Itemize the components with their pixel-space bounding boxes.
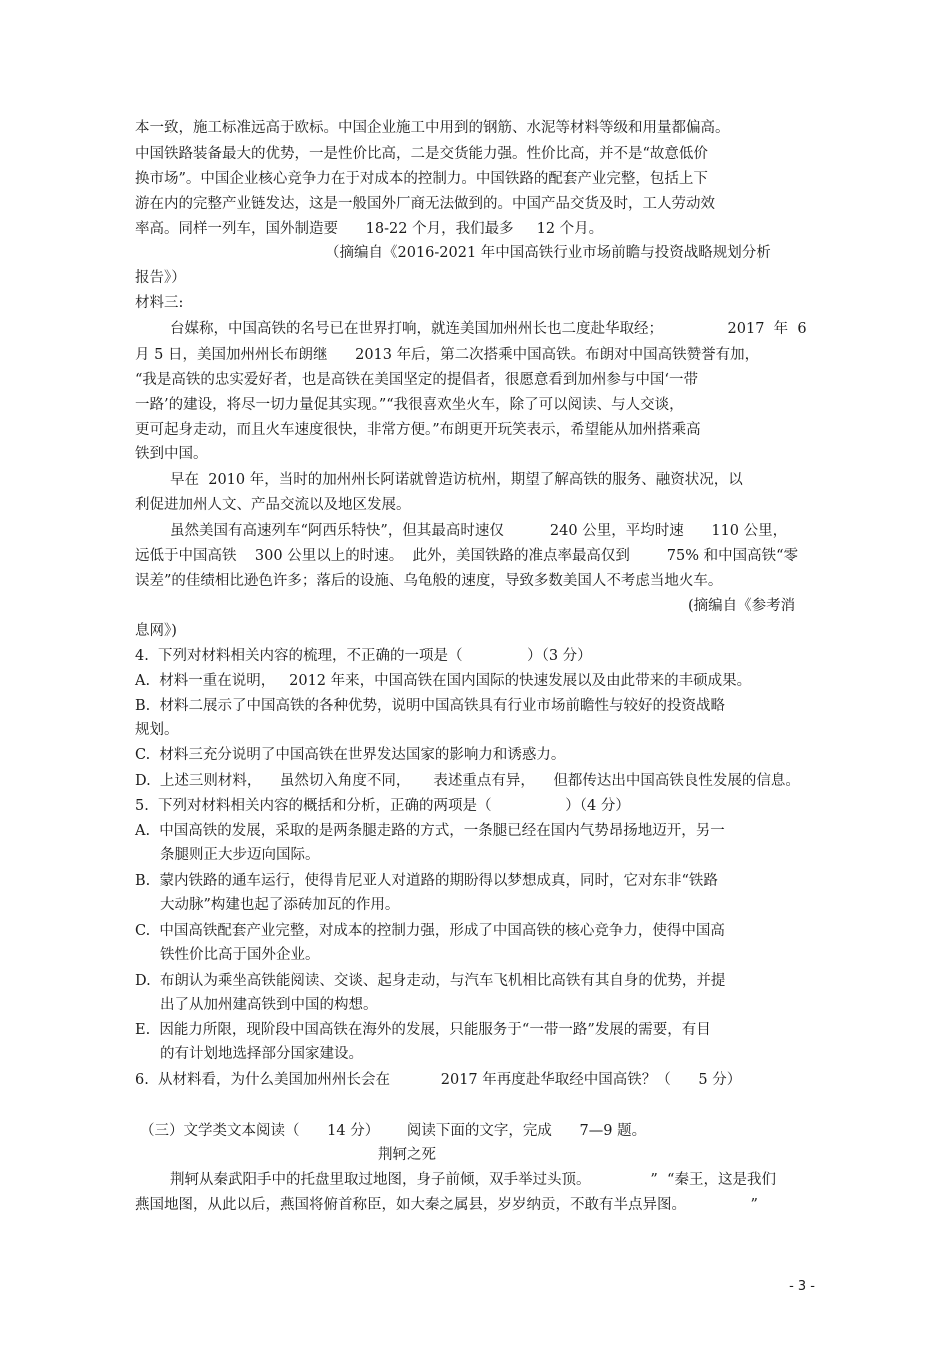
question-5-option: 条腿则正大步迈向国际。	[160, 847, 320, 863]
source-citation: 报告》）	[135, 270, 186, 286]
material3-line: 虽然美国有高速列车“阿西乐特快”，但其最高时速仅 240 公里，平均时速 110 公里，	[170, 523, 788, 539]
material2-line: 本一致，施工标准远高于欧标。中国企业施工中用到的钢筋、水泥等材料等级和用量都偏高。	[135, 120, 730, 136]
question-5-option: 铁性价比高于国外企业。	[160, 947, 320, 963]
story-title: 荆轲之死	[378, 1147, 436, 1163]
question-4-option: D. 上述三则材料， 虽然切入角度不同， 表述重点有异， 但都传达出中国高铁良性发展的信息。	[135, 773, 800, 789]
question-4-stem: 4. 下列对材料相关内容的梳理，不正确的一项是（ ）（3 分）	[135, 648, 592, 664]
material2-line: 中国铁路装备最大的优势，一是性价比高，二是交货能力强。性价比高，并不是“故意低价	[135, 146, 708, 162]
source-citation: 息网》)	[135, 623, 177, 639]
material3-line: 误差”的佳绩相比逊色许多；落后的设施、乌龟般的速度，导致多数美国人不考虑当地火车。	[135, 573, 723, 589]
section-heading: （三）文学类文本阅读（ 14 分） 阅读下面的文字，完成 7—9 题。	[140, 1123, 647, 1139]
question-5-option: B. 蒙内铁路的通车运行，使得肯尼亚人对道路的期盼得以梦想成真，同时，它对东非“铁路	[135, 873, 718, 889]
material3-line: 远低于中国高铁 300 公里以上的时速。 此外，美国铁路的准点率最高仅到 75% 和中国高铁“零	[135, 548, 799, 564]
material3-line: 台媒称，中国高铁的名号已在世界打响，就连美国加州州长也二度赴华取经； 2017 年 6	[170, 321, 807, 337]
question-6-stem: 6. 从材料看，为什么美国加州州长会在 2017 年再度赴华取经中国高铁？（ 5 分）	[135, 1072, 742, 1088]
question-5-option: 大动脉”构建也起了添砖加瓦的作用。	[160, 897, 400, 913]
material2-line: 率高。同样一列车，国外制造要 18-22 个月，我们最多 12 个月。	[135, 221, 604, 237]
question-5-stem: 5. 下列对材料相关内容的概括和分析，正确的两项是（ ）（4 分）	[135, 798, 630, 814]
source-citation: (摘编自《参考消	[688, 598, 796, 614]
question-5-option: E. 因能力所限，现阶段中国高铁在海外的发展，只能服务于“一带一路”发展的需要，有目	[135, 1022, 711, 1038]
material2-line: 游在内的完整产业链发达，这是一般国外厂商无法做到的。中国产品交货及时，工人劳动效	[135, 196, 715, 212]
material3-line: 铁到中国。	[135, 446, 208, 462]
question-4-option: 规划。	[135, 722, 179, 738]
question-5-option: C. 中国高铁配套产业完整，对成本的控制力强，形成了中国高铁的核心竞争力，使得中国高	[135, 923, 725, 939]
material2-line: 换市场”。中国企业核心竞争力在于对成本的控制力。中国铁路的配套产业完整，包括上下	[135, 171, 708, 187]
question-5-option: 的有计划地选择部分国家建设。	[160, 1046, 363, 1062]
question-5-option: 出了从加州建高铁到中国的构想。	[160, 997, 378, 1013]
question-4-option: B. 材料二展示了中国高铁的各种优势，说明中国高铁具有行业市场前瞻性与较好的投资战略	[135, 698, 725, 714]
material3-line: 更可起身走动，而且火车速度很快，非常方便。”布朗更开玩笑表示，希望能从加州搭乘高	[135, 422, 701, 438]
material3-line: 月 5 日，美国加州州长布朗继 2013 年后，第二次搭乘中国高铁。布朗对中国高铁赞誉有加，	[135, 347, 760, 363]
material3-line: 一路’的建设，将尽一切力量促其实现。”“我很喜欢坐火车，除了可以阅读、与人交谈，	[135, 397, 684, 413]
question-4-option: A. 材料一重在说明， 2012 年来，中国高铁在国内国际的快速发展以及由此带来的丰硕成果。	[135, 673, 752, 689]
story-line: 荆轲从秦武阳手中的托盘里取过地图，身子前倾，双手举过头顶。 ” “秦王，这是我们	[170, 1172, 776, 1188]
material3-heading: 材料三:	[135, 295, 184, 311]
material3-line: “我是高铁的忠实爱好者，也是高铁在美国坚定的提倡者，很愿意看到加州参与中国‘一带	[135, 372, 699, 388]
material3-line: 早在 2010 年，当时的加州州长阿诺就曾造访杭州，期望了解高铁的服务、融资状况，以	[170, 472, 743, 488]
source-citation: （摘编自《2016-2021 年中国高铁行业市场前瞻与投资战略规划分析	[325, 245, 771, 261]
question-5-option: A. 中国高铁的发展，采取的是两条腿走路的方式，一条腿已经在国内气势昂扬地迈开，另一	[135, 823, 725, 839]
question-5-option: D. 布朗认为乘坐高铁能阅读、交谈、起身走动，与汽车飞机相比高铁有其自身的优势，并提	[135, 973, 726, 989]
story-line: 燕国地图，从此以后，燕国将俯首称臣，如大秦之属县，岁岁纳贡，不敢有半点异图。 ”	[135, 1197, 758, 1213]
material3-line: 利促进加州人文、产品交流以及地区发展。	[135, 497, 411, 513]
page-number: - 3 -	[789, 1279, 815, 1294]
question-4-option: C. 材料三充分说明了中国高铁在世界发达国家的影响力和诱惑力。	[135, 747, 566, 763]
